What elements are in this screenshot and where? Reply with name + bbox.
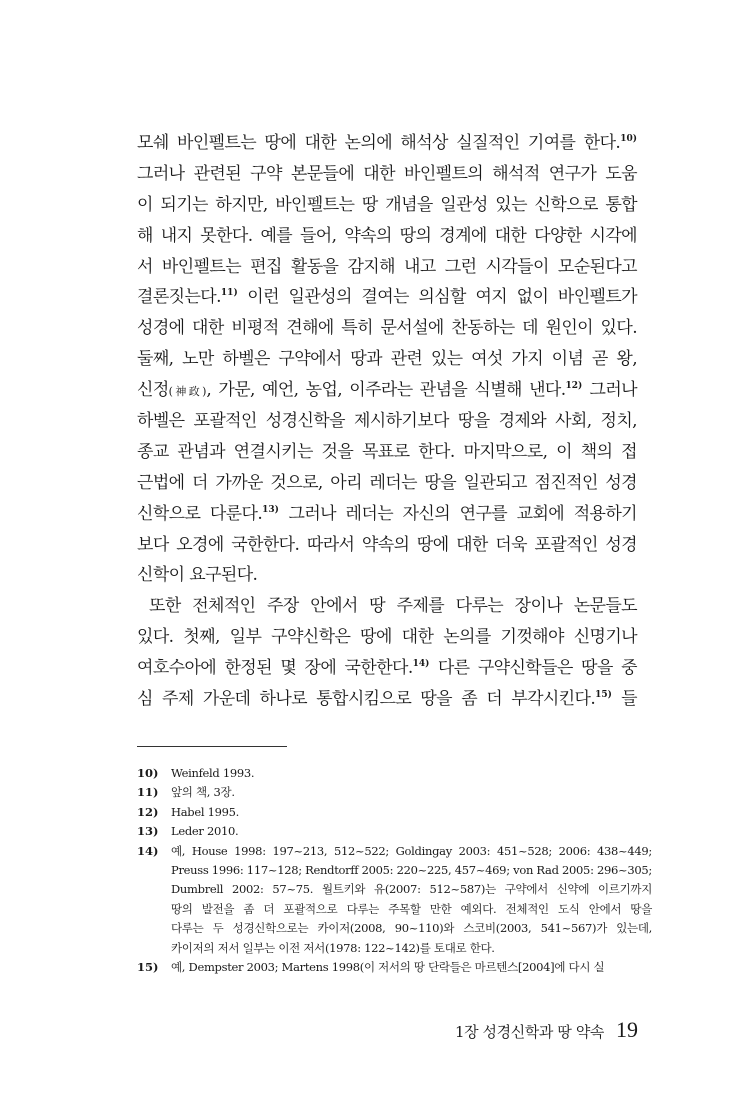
body-text — [137, 128, 637, 715]
body-line — [137, 190, 637, 221]
body-text-segment: 또한 전체적인 주장 안에서 땅 주제를 다루는 장이나 논문들도 — [149, 596, 637, 617]
body-line — [137, 406, 637, 437]
body-line — [137, 684, 637, 715]
footnote-line: Habel 1995. — [171, 804, 240, 819]
footnote-line: 다루는 두 성경신학으로는 카이저(2008, 90~110)와 스코비(2003, 541~567)가 있는데, — [171, 921, 653, 936]
body-text-segment: 모쉐 바인펠트는 땅에 대한 논의에 해석상 실질적인 기여를 한다. — [137, 133, 621, 153]
body-text-segment: 그러나 — [582, 380, 637, 401]
body-line — [137, 252, 637, 283]
running-title: 1장 성경신학과 땅 약속 — [454, 1023, 604, 1041]
footnote — [137, 958, 637, 977]
body-text-segment: 보다 오경에 국한한다. 따라서 약속의 땅에 대한 더욱 포괄적인 성경 — [137, 534, 637, 555]
body-line — [137, 499, 637, 530]
body-line — [137, 159, 637, 190]
body-text-segment: 성경에 대한 비평적 견해에 특히 문서설에 찬동하는 데 원인이 있다. — [137, 318, 637, 339]
footnote — [137, 803, 637, 822]
footnote-line: 땅의 발전을 좀 더 포괄적으로 다루는 주목할 만한 예외다. 전체적인 도식 안에서 땅을 — [171, 901, 653, 916]
body-text-segment: 신정 — [137, 380, 169, 401]
body-line — [137, 375, 637, 406]
footnote-number: 10) — [137, 766, 159, 780]
body-text-segment: 신학이 요구된다. — [137, 565, 258, 586]
footnote-separator — [137, 746, 287, 747]
body-line — [137, 344, 637, 375]
body-text-segment: 해 내지 못한다. 예를 들어, 약속의 땅의 경계에 대한 다양한 시각에 — [137, 225, 637, 246]
body-line — [137, 128, 637, 159]
body-line — [137, 591, 637, 622]
footnote-line: Preuss 1996: 117~128; Rendtorff 2005: 220~225, 457~469; von Rad 2005: 296~305; — [171, 863, 653, 878]
footnote-number: 14) — [137, 843, 159, 858]
footnote — [137, 822, 637, 841]
footnote — [137, 842, 653, 958]
footnote-reference[interactable]: 15) — [595, 690, 612, 701]
body-text-segment: 이 되기는 하지만, 바인펠트는 땅 개념을 일관성 있는 신학으로 통합 — [137, 194, 637, 215]
body-line — [137, 560, 637, 591]
body-text-segment: 하벨은 포괄적인 성경신학을 제시하기보다 땅을 경제와 사회, 정치, — [137, 411, 637, 432]
footnote — [137, 783, 637, 802]
footnote-line: 카이저의 저서 일부는 이전 저서(1978: 122~142)를 토대로 한다. — [171, 940, 495, 955]
footnote-line: 예, Dempster 2003; Martens 1998(이 저서의 땅 단락들은 마르텐스[2004]에 다시 실 — [171, 959, 605, 974]
footnote-reference[interactable]: 11) — [220, 288, 238, 299]
footnote-line: Dumbrell 2002: 57~75. 월트키와 유(2007: 512~587)는 구약에서 신약에 이르기까지 — [171, 882, 653, 897]
footnote-number: 12) — [137, 804, 159, 819]
footnote-line: Leder 2010. — [171, 824, 239, 839]
body-line — [137, 437, 637, 468]
footnote-line: 예, House 1998: 197~213, 512~522; Goldingay 2003: 451~528; 2006: 438~449; — [171, 843, 653, 858]
page-number: 19 — [616, 1017, 638, 1042]
footnote-number: 13) — [137, 824, 159, 839]
body-text-segment: 그러나 레더는 자신의 연구를 교회에 적용하기 — [278, 503, 637, 524]
page-footer — [455, 1017, 638, 1043]
body-text-segment: 둘째, 노만 하벨은 구약에서 땅과 관련 있는 여섯 가지 이념 곧 왕, — [137, 349, 637, 370]
body-text-segment: 있다. 첫째, 일부 구약신학은 땅에 대한 논의를 기껏해야 신명기나 — [137, 627, 637, 648]
footnote-line: Weinfeld 1993. — [171, 766, 255, 780]
footnote-text — [171, 783, 637, 802]
footnote-text — [171, 764, 637, 783]
footnote-number: 15) — [137, 959, 159, 974]
footnote-number: 11) — [137, 785, 159, 800]
body-line — [137, 622, 637, 653]
body-line — [137, 221, 637, 252]
body-line — [137, 653, 637, 684]
footnote-reference[interactable]: 10) — [620, 134, 637, 144]
footnote-text — [171, 958, 637, 977]
footnote-reference[interactable]: 12) — [565, 381, 583, 392]
body-text-segment: 심 주제 가운데 하나로 통합시킴으로 땅을 좀 더 부각시킨다. — [137, 689, 596, 710]
footnote-reference[interactable]: 13) — [262, 504, 279, 515]
body-line — [137, 313, 637, 344]
body-text-segment: 서 바인펠트는 편집 활동을 감지해 내고 그런 시각들이 모순된다고 — [137, 256, 637, 277]
body-text-segment: 종교 관념과 연결시키는 것을 목표로 한다. 마지막으로, 이 책의 접 — [137, 441, 637, 462]
body-line — [137, 282, 637, 313]
body-text-segment: 신학으로 다룬다. — [137, 503, 263, 524]
body-text-segment: 그러나 관련된 구약 본문들에 대한 바인펠트의 해석적 연구가 도움 — [137, 163, 637, 184]
body-text-segment: 여호수아에 한정된 몇 장에 국한한다. — [137, 658, 413, 679]
body-text-segment: 근법에 더 가까운 것으로, 아리 레더는 땅을 일관되고 점진적인 성경 — [137, 472, 637, 493]
body-text-segment: 다른 구약신학들은 땅을 중 — [429, 658, 637, 679]
hanja-gloss: (神政) — [168, 385, 207, 399]
body-text-segment: 들 — [611, 689, 637, 710]
footnote-text — [171, 842, 652, 958]
body-text-segment: , 가문, 예언, 농업, 이주라는 관념을 식별해 낸다. — [206, 380, 566, 401]
footnote-reference[interactable]: 14) — [412, 659, 430, 670]
body-line — [137, 468, 637, 499]
footnote-line: 앞의 책, 3장. — [171, 785, 235, 800]
footnote-text — [171, 822, 637, 841]
body-text-segment: 결론짓는다. — [137, 287, 221, 308]
body-text-segment: 이런 일관성의 결여는 의심할 여지 없이 바인펠트가 — [237, 287, 637, 308]
body-line — [137, 530, 637, 561]
footnote — [137, 764, 637, 783]
footnotes — [137, 764, 653, 977]
footnote-text — [171, 803, 637, 822]
